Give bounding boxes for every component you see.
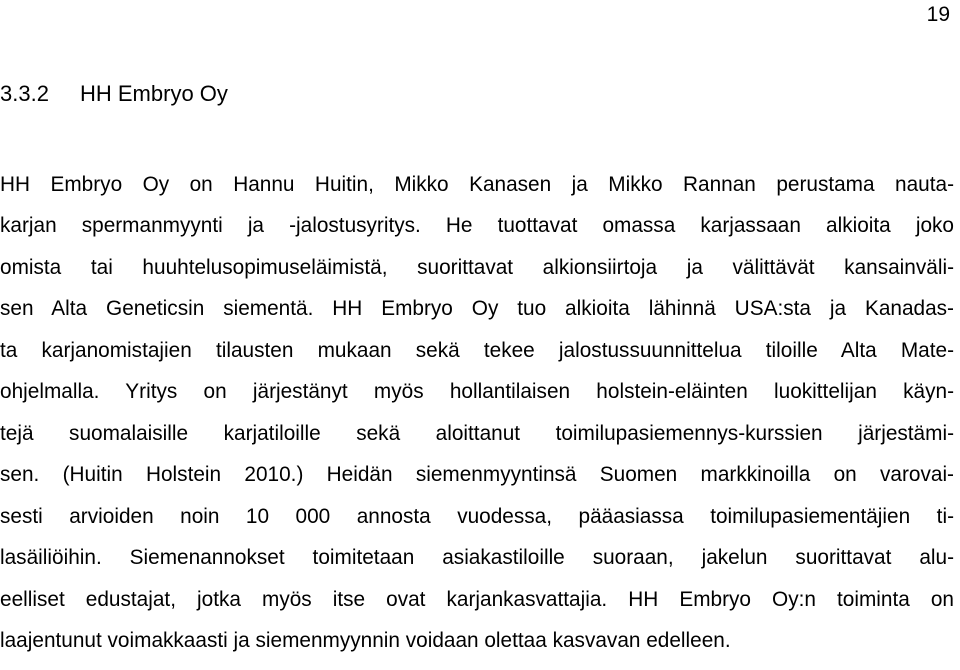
paragraph-line: sen Alta Geneticsin siementä. HH Embryo Oy tuo alkioita lähinnä USA:sta ja Kanadas- bbox=[0, 297, 954, 320]
paragraph-line: ta karjanomistajien tilausten mukaan sekä tekee jalostussuunnittelua tiloille Alta Mate- bbox=[0, 339, 954, 362]
paragraph-line: ohjelmalla. Yritys on järjestänyt myös hollantilaisen holstein-eläinten luokittelijan käyn- bbox=[0, 380, 954, 403]
paragraph-line: sen. (Huitin Holstein 2010.) Heidän siemenmyyntinsä Suomen markkinoilla on varovai- bbox=[0, 463, 954, 486]
paragraph-line: laajentunut voimakkaasti ja siemenmyynnin voidaan olettaa kasvavan edelleen. bbox=[0, 629, 731, 652]
section-heading bbox=[0, 80, 228, 108]
paragraph-line: karjan spermanmyynti ja -jalostusyritys. He tuottavat omassa karjassaan alkioita joko bbox=[0, 214, 954, 237]
paragraph-line: omista tai huuhtelusopimuseläimistä, suorittavat alkionsiirtoja ja välittävät kansainväli- bbox=[0, 256, 954, 279]
paragraph-line: lasäiliöihin. Siemenannokset toimitetaan asiakastiloille suoraan, jakelun suorittavat alu- bbox=[0, 546, 954, 569]
section-number: 3.3.2 bbox=[0, 81, 49, 106]
paragraph-line: HH Embryo Oy on Hannu Huitin, Mikko Kanasen ja Mikko Rannan perustama nauta- bbox=[0, 173, 954, 196]
paragraph-line: eelliset edustajat, jotka myös itse ovat karjankasvattajia. HH Embryo Oy:n toiminta on bbox=[0, 588, 954, 611]
page-number: 19 bbox=[926, 3, 950, 26]
paragraph-line: tejä suomalaisille karjatiloille sekä aloittanut toimilupasiemennys-kurssien järjestämi- bbox=[0, 422, 954, 445]
paragraph-line: sesti arvioiden noin 10 000 annosta vuodessa, pääasiassa toimilupasiementäjien ti- bbox=[0, 505, 954, 528]
section-title: HH Embryo Oy bbox=[80, 81, 228, 106]
